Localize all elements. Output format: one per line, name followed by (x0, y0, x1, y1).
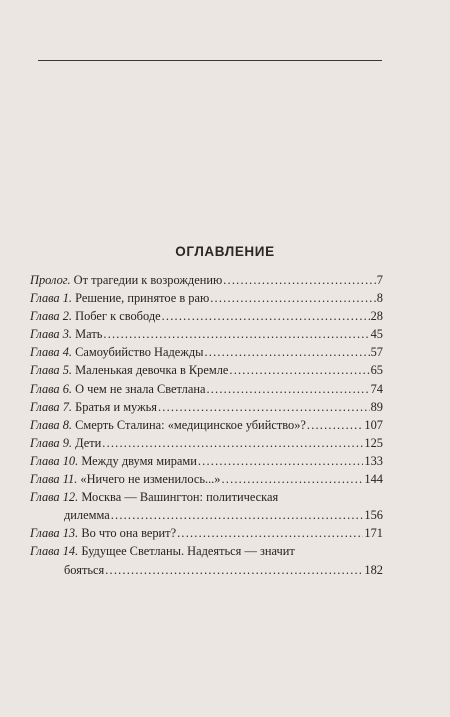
entry-page: 144 (364, 472, 383, 487)
toc-entry (30, 343, 383, 361)
toc-entry-continuation (30, 561, 383, 579)
toc-entry (30, 307, 383, 325)
entry-page: 182 (364, 562, 383, 577)
entry-title: Москва — Вашингтон: политическая (78, 490, 279, 505)
entry-label: Глава 8. (30, 417, 73, 432)
entry-page: 156 (364, 508, 383, 523)
entry-title: Братья и мужья (72, 399, 157, 414)
dot-leader (111, 506, 364, 524)
entry-label: Глава 5. (30, 363, 73, 378)
entry-title: Во что она верит? (78, 526, 177, 541)
dot-leader (210, 289, 376, 307)
dot-leader (307, 416, 364, 434)
entry-page: 133 (364, 453, 383, 468)
entry-label: Глава 4. (30, 345, 73, 360)
toc-entry (30, 380, 383, 398)
entry-page: 65 (370, 363, 383, 378)
entry-title: Смерть Сталина: «медицинское убийство»? (72, 417, 306, 432)
entry-title: Будущее Светланы. Надеяться — значит (78, 544, 295, 559)
dot-leader (162, 307, 370, 325)
entry-page: 57 (370, 345, 383, 360)
entry-page: 7 (376, 273, 383, 287)
entry-label: Глава 13. (30, 526, 79, 541)
toc-entry (30, 271, 383, 289)
entry-label: Пролог. (30, 273, 71, 287)
toc-entry (30, 434, 383, 452)
header-rule (38, 60, 382, 61)
entry-page: 125 (364, 435, 383, 450)
dot-leader (103, 325, 369, 343)
entry-page: 28 (370, 309, 383, 324)
dot-leader (223, 271, 376, 289)
toc-entry-continuation (30, 506, 383, 524)
dot-leader (102, 434, 363, 452)
entry-page: 8 (376, 291, 383, 306)
entry-label: Глава 2. (30, 309, 73, 324)
entry-page: 89 (370, 399, 383, 414)
dot-leader (221, 470, 363, 488)
dot-leader (105, 561, 363, 579)
dot-leader (198, 452, 364, 470)
dot-leader (158, 398, 370, 416)
entry-label: Глава 14. (30, 544, 79, 559)
entry-title: От трагедии к возрождению (70, 273, 223, 287)
entry-label: Глава 10. (30, 453, 79, 468)
toc-entry (30, 452, 383, 470)
entry-title-cont: дилемма (64, 508, 110, 523)
dot-leader (177, 524, 363, 542)
entry-page: 171 (364, 526, 383, 541)
dot-leader (206, 380, 369, 398)
toc-entry (30, 325, 383, 343)
entry-label: Глава 12. (30, 490, 79, 505)
toc-heading: ОГЛАВЛЕНИЕ (175, 244, 275, 259)
entry-title-cont: бояться (64, 562, 105, 577)
table-of-contents (30, 271, 383, 579)
toc-entry (30, 488, 383, 506)
toc-entry (30, 398, 383, 416)
entry-label: Глава 3. (30, 327, 73, 342)
toc-entry (30, 361, 383, 379)
entry-title: «Ничего не изменилось...» (77, 472, 221, 487)
toc-entry (30, 542, 383, 560)
entry-label: Глава 7. (30, 399, 73, 414)
entry-title: Мать (72, 327, 103, 342)
entry-title: Между двумя мирами (78, 453, 197, 468)
toc-entry (30, 524, 383, 542)
entry-label: Глава 9. (30, 435, 73, 450)
entry-title: Решение, принятое в раю (72, 291, 210, 306)
entry-title: Самоубийство Надежды (72, 345, 204, 360)
entry-title: О чем не знала Светлана (72, 381, 206, 396)
entry-title: Побег к свободе (72, 309, 161, 324)
entry-label: Глава 6. (30, 381, 73, 396)
entry-title: Маленькая девочка в Кремле (72, 363, 229, 378)
entry-page: 45 (370, 327, 383, 342)
dot-leader (204, 343, 369, 361)
dot-leader (229, 361, 369, 379)
entry-page: 74 (370, 381, 383, 396)
entry-page: 107 (364, 417, 383, 432)
toc-entry (30, 289, 383, 307)
entry-label: Глава 11. (30, 472, 78, 487)
toc-entry (30, 416, 383, 434)
entry-title: Дети (72, 435, 102, 450)
entry-label: Глава 1. (30, 291, 73, 306)
toc-entry (30, 470, 383, 488)
